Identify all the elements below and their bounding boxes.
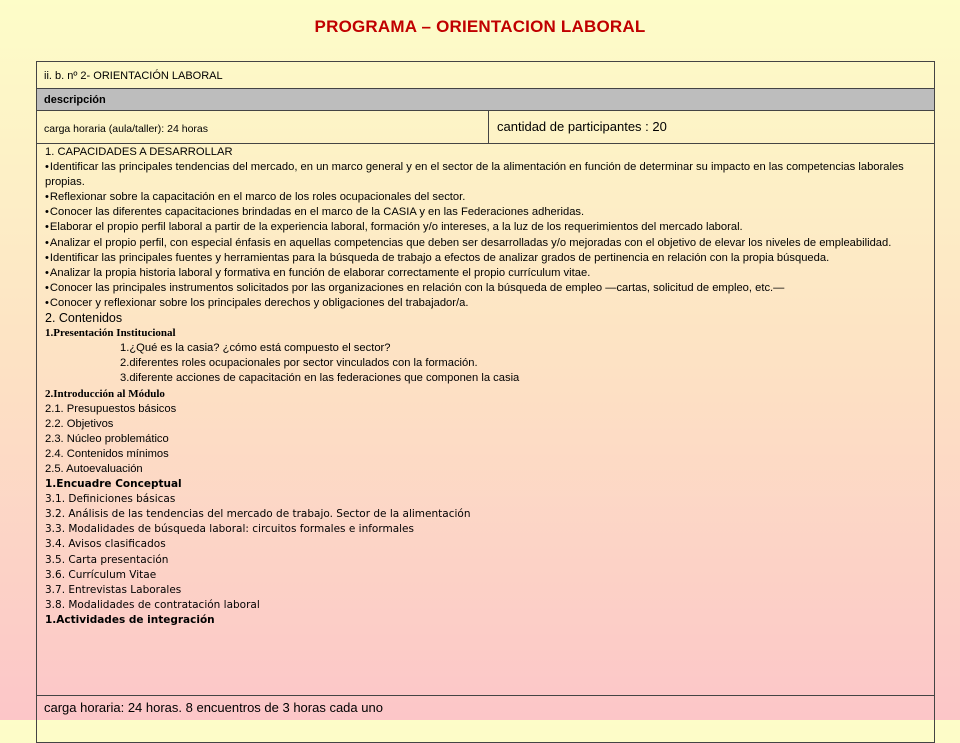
capacity-item: • Conocer las diferentes capacitaciones brindadas en el marco de la CASIA y en las Federaciones adheridas. — [45, 205, 927, 220]
capacity-item: • Identificar las principales fuentes y herramientas para la búsqueda de trabajo a efectos de analizar grados de pertinencia en relación con la propia búsqueda. — [45, 251, 927, 266]
list-item: 3.4. Avisos clasificados — [45, 538, 166, 551]
program-table — [36, 61, 935, 743]
footer-text: carga horaria: 24 horas. 8 encuentros de 3 horas cada uno — [44, 700, 383, 715]
list-item: 2.3. Núcleo problemático — [45, 432, 169, 445]
hours-cell: carga horaria (aula/taller): 24 horas — [44, 123, 209, 135]
section-title: 1.Presentación Institucional — [45, 327, 176, 340]
program-id-row — [37, 62, 934, 89]
list-item: 3.2. Análisis de las tendencias del mercado de trabajo. Sector de la alimentación — [45, 508, 471, 521]
list-item: 3.diferente acciones de capacitación en las federaciones que componen la casia — [120, 372, 520, 385]
list-item: 2.4. Contenidos mínimos — [45, 447, 169, 460]
list-item: 3.3. Modalidades de búsqueda laboral: circuitos formales e informales — [45, 523, 414, 536]
list-item: 2.1. Presupuestos básicos — [45, 402, 177, 415]
list-item: 3.6. Currículum Vitae — [45, 568, 157, 581]
section-title: 2.Introducción al Módulo — [45, 387, 165, 400]
list-item: 2.2. Objetivos — [45, 417, 114, 430]
list-item: 3.8. Modalidades de contratación laboral — [45, 598, 260, 611]
capacity-item: • Analizar la propia historia laboral y formativa en función de elaborar correctamente el propio currículum vitae. — [45, 266, 927, 281]
capacity-item: • Conocer las principales instrumentos solicitados por las organizaciones en relación con la búsqueda de empleo —cartas, solicitud de empleo, etc.— — [45, 281, 927, 296]
page-title: PROGRAMA – ORIENTACION LABORAL — [314, 17, 646, 36]
capacities-heading: 1. CAPACIDADES A DESARROLLAR — [45, 146, 233, 158]
capacity-item: • Conocer y reflexionar sobre los principales derechos y obligaciones del trabajador/a. — [45, 296, 927, 311]
list-item: 3.1. Definiciones básicas — [45, 493, 176, 506]
list-item: 1.¿Qué es la casia? ¿cómo está compuesto el sector? — [120, 342, 391, 355]
section-title: 1.Encuadre Conceptual — [45, 478, 182, 491]
capacity-item: • Elaborar el propio perfil laboral a partir de la experiencia laboral, formación y/o intereses, a la luz de los requerimientos del mercado laboral. — [45, 220, 927, 235]
list-item: 3.5. Carta presentación — [45, 553, 169, 566]
capacity-item: • Identificar las principales tendencias del mercado, en un marco general y en el sector de la alimentación en función de determinar su impacto en las competencias laborales propias. — [45, 160, 927, 190]
cell-divider — [488, 111, 489, 143]
description-label: descripción — [44, 94, 106, 106]
program-body — [37, 144, 934, 696]
list-item: 2.diferentes roles ocupacionales por sector vinculados con la formación. — [120, 357, 478, 370]
section-title: 1.Actividades de integración — [45, 613, 215, 626]
program-id: ii. b. nº 2- ORIENTACIÓN LABORAL — [44, 70, 223, 82]
list-item: 2.5. Autoevaluación — [45, 462, 143, 475]
participants-cell: cantidad de participantes : 20 — [497, 119, 667, 134]
summary-row — [37, 111, 934, 144]
capacity-item: • Reflexionar sobre la capacitación en el marco de los roles ocupacionales del sector. — [45, 190, 927, 205]
contents-heading: 2. Contenidos — [45, 311, 123, 326]
description-header-row — [37, 89, 934, 111]
list-item: 3.7. Entrevistas Laborales — [45, 583, 182, 596]
capacity-item: • Analizar el propio perfil, con especial énfasis en aquellas competencias que deben ser desarrolladas y/o mejoradas con el objetivo de elevar los niveles de empleabilidad. — [45, 236, 927, 251]
